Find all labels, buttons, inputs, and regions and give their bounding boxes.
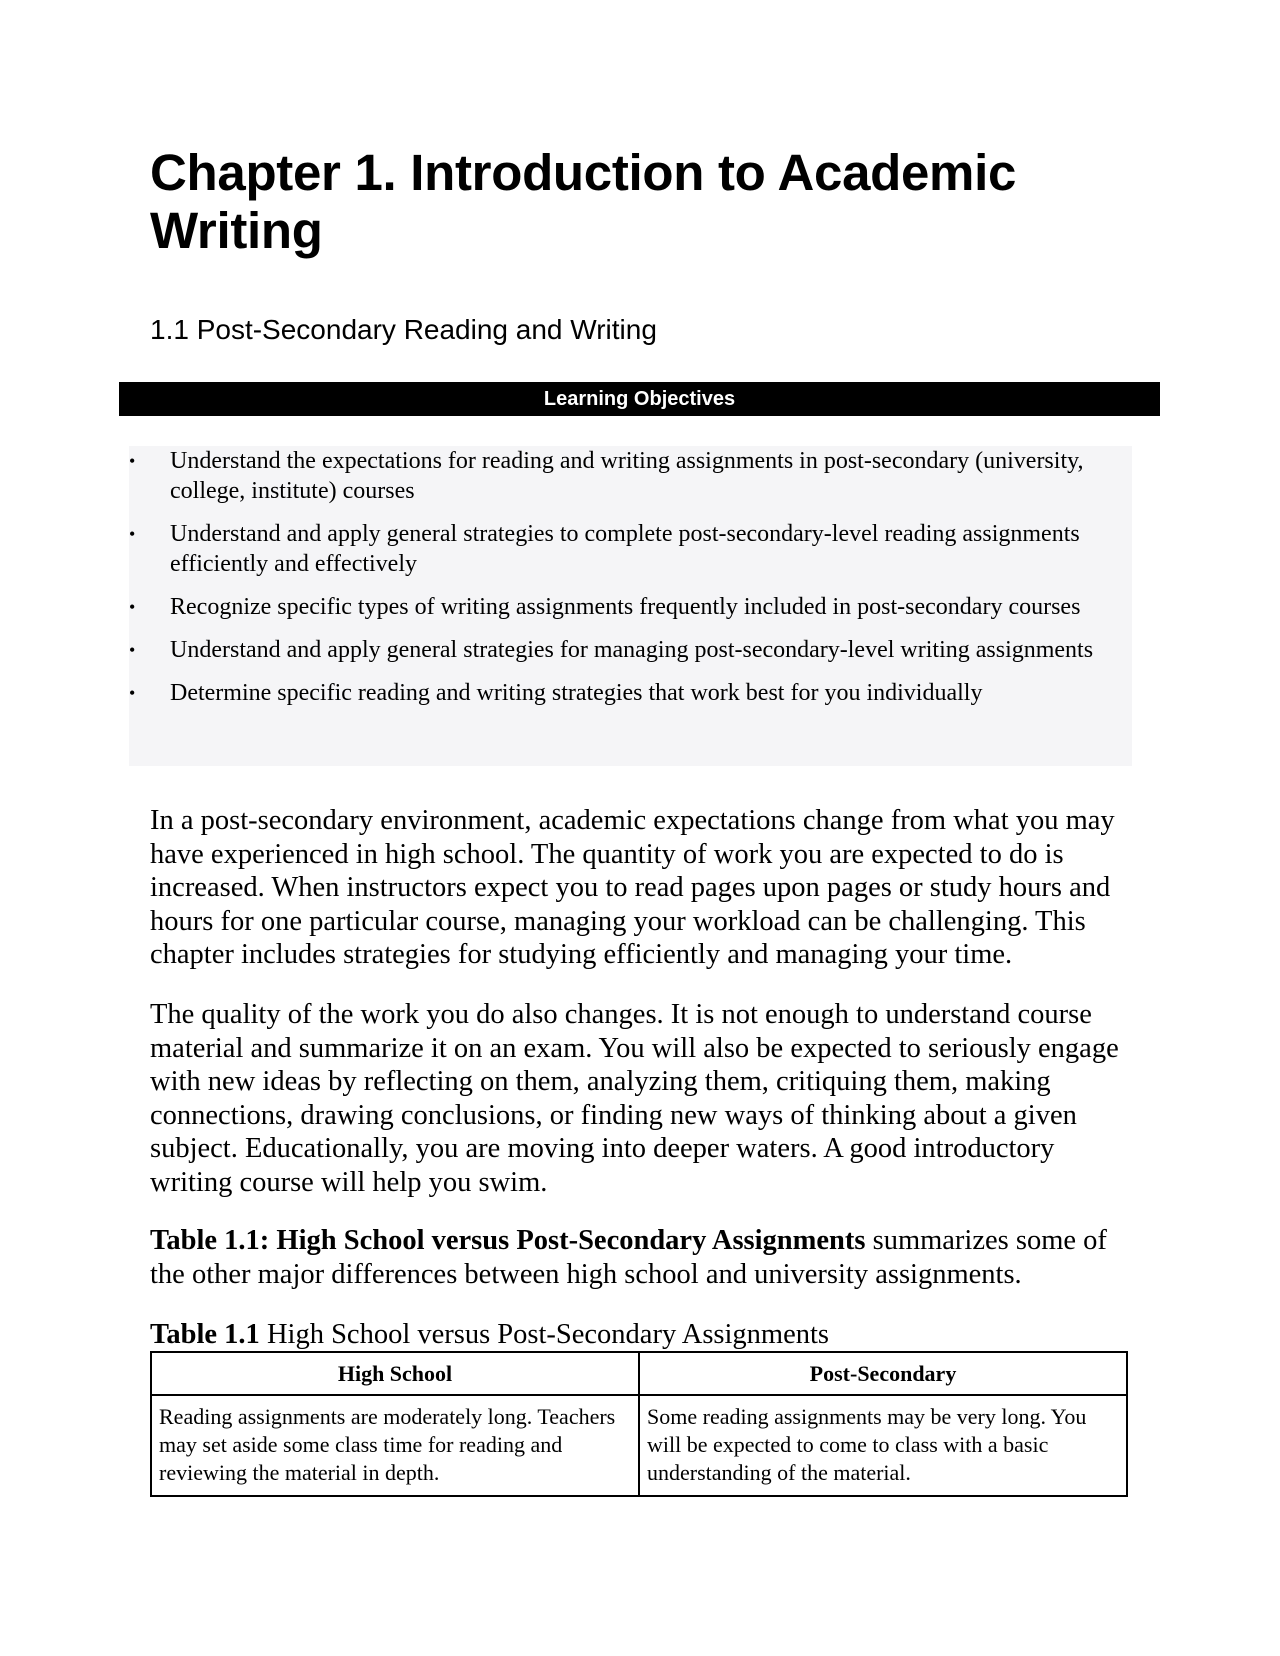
body-paragraph-2: The quality of the work you do also changes. It is not enough to understand course material and summarize it on an exam. You will also be expected to seriously engage with new ideas by reflecting on them, analyzing them, critiquing them, making connections, drawing conclusions, or finding new ways of thinking about a given subject. Educationally, you are moving into deeper waters. A good introductory writing course will help you swim. xyxy=(150,999,1119,1198)
bullet-icon: • xyxy=(129,451,136,471)
column-header-post-secondary: Post-Secondary xyxy=(639,1352,1127,1395)
objective-text: Determine specific reading and writing strategies that work best for you individually xyxy=(170,680,983,706)
learning-objectives-header: Learning Objectives xyxy=(119,382,1160,416)
table-row xyxy=(151,1395,1127,1496)
bullet-icon: • xyxy=(129,640,136,660)
objective-item xyxy=(129,519,1132,579)
table-caption-label: Table 1.1 xyxy=(150,1319,260,1350)
body-paragraph-3 xyxy=(150,1224,1125,1291)
objective-item xyxy=(129,678,1132,708)
bullet-icon: • xyxy=(129,683,136,703)
chapter-title: Chapter 1. Introduction to Academic Writing xyxy=(150,144,1017,259)
objective-text: Understand and apply general strategies for managing post-secondary-level writing assignments xyxy=(170,637,1094,663)
body-paragraph-1: In a post-secondary environment, academic expectations change from what you may have experienced in high school. The quantity of work you are expected to do is increased. When instructors expect you to read pages upon pages or study hours and hours for one particular course, managing your workload can be challenging. This chapter includes strategies for studying efficiently and managing your time. xyxy=(150,805,1115,971)
learning-objectives-list xyxy=(129,446,1132,721)
objective-item xyxy=(129,446,1132,506)
objective-item xyxy=(129,592,1132,622)
bullet-icon: • xyxy=(129,524,136,544)
table-caption xyxy=(150,1318,829,1352)
table-caption-text: High School versus Post-Secondary Assignments xyxy=(259,1319,830,1350)
table-cell-high-school: Reading assignments are moderately long. Teachers may set aside some class time for reading and reviewing the material in depth. xyxy=(151,1395,639,1496)
bullet-icon: • xyxy=(129,597,136,617)
objective-text: Understand the expectations for reading and writing assignments in post-secondary (university, college, institute) courses xyxy=(170,448,1084,504)
objective-item xyxy=(129,635,1132,665)
section-heading: 1.1 Post-Secondary Reading and Writing xyxy=(150,314,657,345)
comparison-table xyxy=(150,1351,1128,1497)
column-header-high-school: High School xyxy=(151,1352,639,1395)
table-cell-post-secondary: Some reading assignments may be very long. You will be expected to come to class with a basic understanding of the material. xyxy=(639,1395,1127,1496)
objective-text: Understand and apply general strategies to complete post-secondary-level reading assignments efficiently and effectively xyxy=(170,521,1080,577)
paragraph-3-text: summarizes some of the other major differences between high school and university assignments. xyxy=(150,1225,1107,1290)
table-header-row xyxy=(151,1352,1127,1395)
objective-text: Recognize specific types of writing assignments frequently included in post-secondary courses xyxy=(170,594,1081,620)
table-reference: Table 1.1: High School versus Post-Secondary Assignments xyxy=(150,1225,866,1256)
